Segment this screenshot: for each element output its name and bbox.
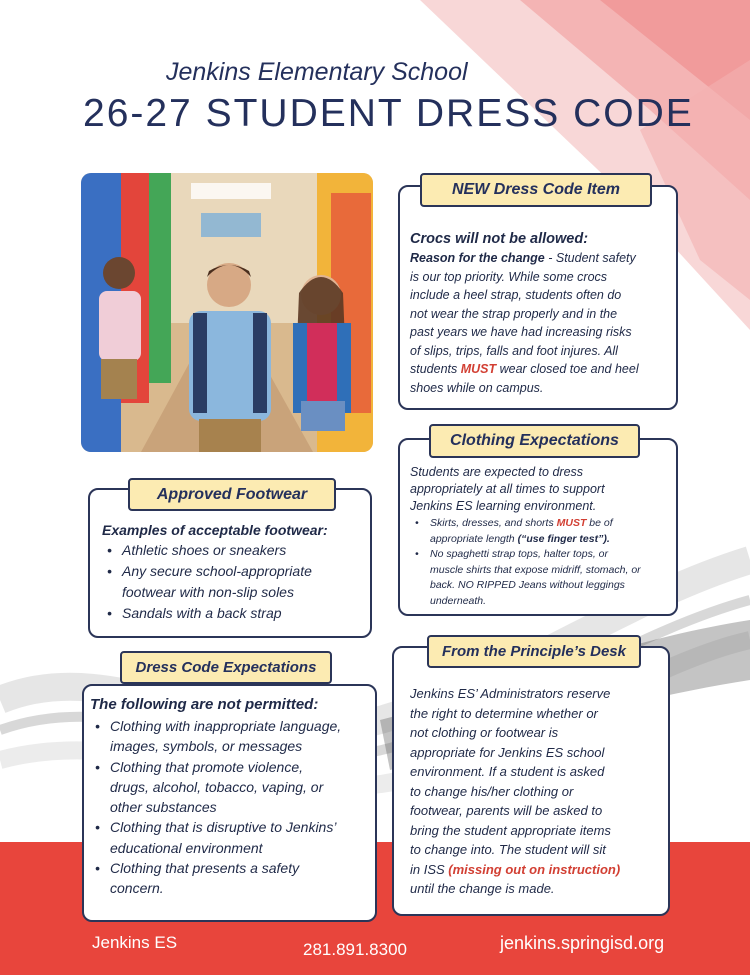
principal-text-line: to change into. The student will sit bbox=[410, 842, 606, 857]
principal-text-line: in ISS bbox=[410, 861, 449, 877]
footwear-item bbox=[102, 540, 368, 561]
clothing-rule-text: be of bbox=[586, 517, 613, 529]
prohibited-item-text: Clothing that presents a safety bbox=[110, 860, 300, 877]
footer-school-name: Jenkins ES bbox=[92, 933, 178, 952]
principal-text-line: footwear, parents will be asked to bbox=[410, 803, 603, 818]
prohibited-item-text: Clothing with inappropriate language, bbox=[110, 718, 342, 734]
clothing-rule-text: muscle shirts that expose midriff, stomach, or bbox=[430, 563, 641, 576]
reason-text-line: shoes while on campus. bbox=[410, 380, 544, 395]
prohibited-item-text: drugs, alcohol, tobacco, vaping, or bbox=[110, 778, 324, 795]
dress-code-expectations-tag: Dress Code Expectations bbox=[120, 651, 332, 684]
principal-text-line: until the change is made. bbox=[410, 881, 555, 896]
crocs-heading: Crocs will not be allowed: bbox=[410, 231, 589, 247]
footwear-item-text: Any secure school-appropriate bbox=[122, 563, 312, 579]
missing-instruction-note: (missing out on instruction) bbox=[448, 861, 621, 877]
clothing-expectations-box bbox=[398, 438, 678, 616]
principles-desk-box bbox=[392, 646, 670, 916]
reason-text-line: past years we have had increasing risks bbox=[410, 325, 632, 339]
prohibited-item-text: educational environment bbox=[110, 839, 263, 856]
reason-text-line: of slips, trips, falls and foot injures. All bbox=[410, 343, 618, 358]
students-hallway-photo bbox=[81, 173, 373, 452]
clothing-rule-text: Skirts, dresses, and shorts bbox=[430, 517, 557, 529]
clothing-rule-tops bbox=[410, 547, 674, 609]
principal-text-line: to change his/her clothing or bbox=[410, 783, 574, 799]
principal-text-line: Jenkins ES’ Administrators reserve bbox=[410, 686, 611, 701]
dress-code-expectations-box bbox=[82, 684, 377, 922]
reason-label: Reason for the change bbox=[410, 251, 545, 265]
approved-footwear-tag: Approved Footwear bbox=[128, 478, 336, 511]
clothing-intro-line: appropriately at all times to support bbox=[410, 482, 605, 496]
reason-text-line: is our top priority. While some crocs bbox=[410, 269, 608, 284]
clothing-rule-length bbox=[410, 516, 674, 547]
clothing-rule-text: back. NO RIPPED Jeans without leggings bbox=[430, 579, 625, 591]
prohibited-item bbox=[90, 757, 375, 818]
principal-text-line: the right to determine whether or bbox=[410, 705, 598, 721]
new-dress-code-item-tag: NEW Dress Code Item bbox=[420, 173, 652, 207]
reason-text-line: students bbox=[410, 362, 461, 376]
reason-text-line: not wear the strap properly and in the bbox=[410, 306, 618, 321]
clothing-rule-text: No spaghetti strap tops, halter tops, or bbox=[430, 548, 609, 560]
clothing-expectations-tag: Clothing Expectations bbox=[429, 424, 640, 458]
footwear-item-text: Sandals with a back strap bbox=[122, 605, 282, 621]
reason-text-line: - Student safety bbox=[548, 251, 636, 265]
finger-test-note: (“use finger test”). bbox=[517, 532, 610, 545]
school-name: Jenkins Elementary School bbox=[166, 58, 468, 86]
not-permitted-heading: The following are not permitted: bbox=[90, 696, 319, 713]
prohibited-item-text: Clothing that promote violence, bbox=[110, 758, 303, 775]
must-emphasis: MUST bbox=[460, 362, 497, 376]
footer-website-link[interactable]: jenkins.springisd.org bbox=[500, 933, 665, 953]
prohibited-item-text: concern. bbox=[110, 880, 164, 897]
page-title: 26-27 STUDENT DRESS CODE bbox=[83, 92, 694, 135]
prohibited-item-text: images, symbols, or messages bbox=[110, 738, 303, 755]
principal-text-line: appropriate for Jenkins ES school bbox=[410, 744, 605, 760]
prohibited-item bbox=[90, 817, 375, 858]
clothing-rule-text: appropriate length bbox=[430, 532, 518, 545]
footwear-item bbox=[102, 561, 368, 603]
clothing-intro-line: Jenkins ES learning environment. bbox=[410, 499, 597, 513]
clothing-rule-text: underneath. bbox=[430, 594, 487, 607]
must-emphasis: MUST bbox=[556, 517, 587, 529]
prohibited-item bbox=[90, 716, 375, 757]
principal-text-line: bring the student appropriate items bbox=[410, 822, 611, 838]
reason-text-line: include a heel strap, students often do bbox=[410, 288, 622, 302]
principles-desk-tag: From the Principle’s Desk bbox=[427, 635, 641, 668]
footer-phone: 281.891.8300 bbox=[303, 940, 407, 959]
clothing-intro-line: Students are expected to dress bbox=[410, 465, 584, 479]
footwear-item bbox=[102, 603, 368, 624]
prohibited-item-text: Clothing that is disruptive to Jenkins’ bbox=[110, 819, 337, 836]
principal-text-line: environment. If a student is asked bbox=[410, 764, 605, 779]
prohibited-item bbox=[90, 858, 375, 899]
principal-text-line: not clothing or footwear is bbox=[410, 725, 559, 740]
footwear-heading: Examples of acceptable footwear: bbox=[102, 522, 328, 538]
reason-text-line: wear closed toe and heel bbox=[496, 362, 639, 376]
prohibited-item-text: other substances bbox=[110, 799, 217, 816]
new-dress-code-item-box bbox=[398, 185, 678, 410]
footwear-item-text: Athletic shoes or sneakers bbox=[122, 542, 287, 558]
footwear-item-text: footwear with non-slip soles bbox=[122, 584, 294, 600]
